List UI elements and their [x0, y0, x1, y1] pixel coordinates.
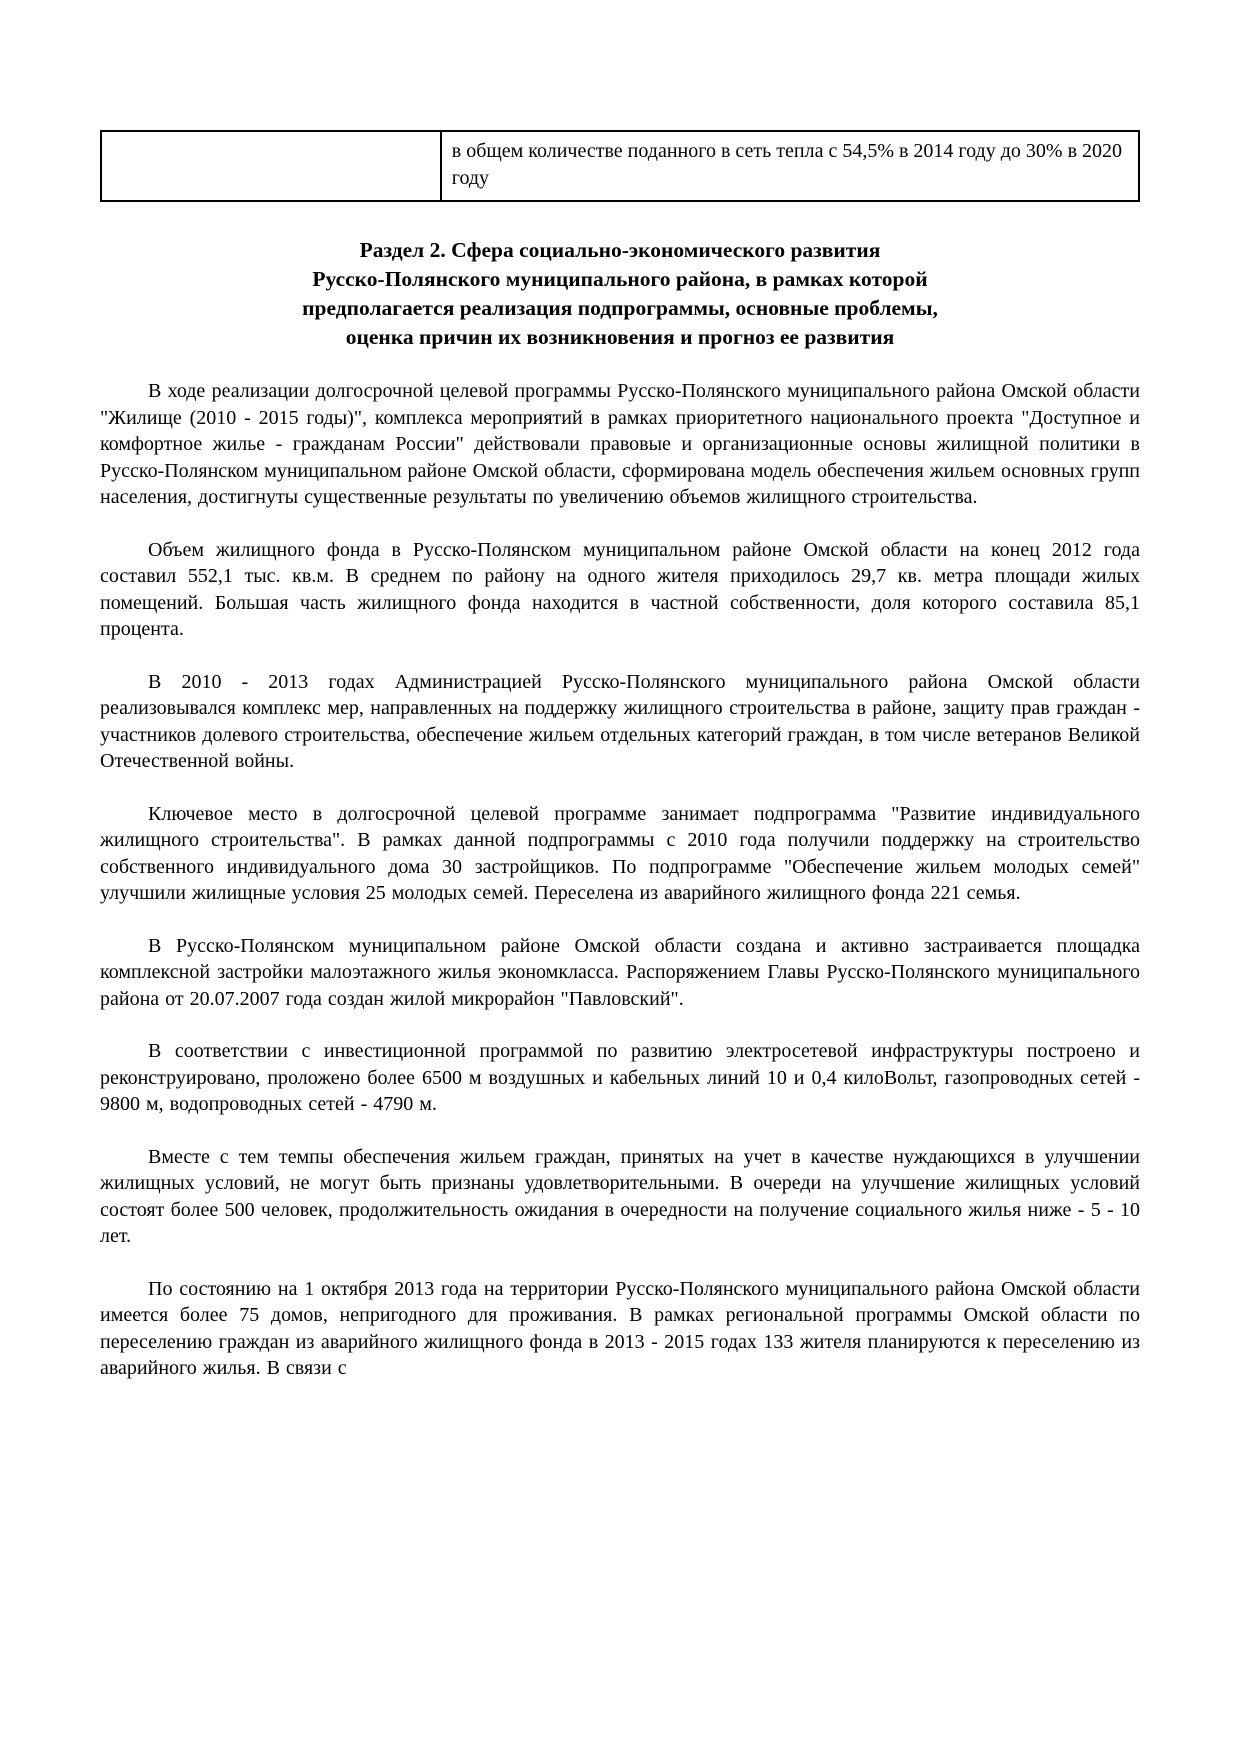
document-body: [100, 378, 1140, 1382]
paragraph: В Русско-Полянском муниципальном районе Омской области создана и активно застраивается площадка комплексной застройки малоэтажного жилья экономкласса. Распоряжением Главы Русско-Полянского муниципального района от 20.07.2007 года создан жилой микрорайон "Павловский".: [100, 934, 1140, 1010]
paragraph: В соответствии с инвестиционной программой по развитию электросетевой инфраструктуры построено и реконструировано, проложено более 6500 м воздушных и кабельных линий 10 и 0,4 килоВольт, газопроводных сетей - 9800 м, водопроводных сетей - 4790 м.: [100, 1040, 1140, 1115]
paragraph: В ходе реализации долгосрочной целевой программы Русско-Полянского муниципального района Омской области "Жилище (2010 - 2015 годы)", комплекса мероприятий в рамках приоритетного национального проекта "Доступное и комфортное жилье - гражданам России" действовали правовые и организационные основы жилищной политики в Русско-Полянском муниципальном районе Омской области, сформирована модель обеспечения жильем основных групп населения, достигнуты существенные результаты по увеличению объемов жилищного строительства.: [100, 380, 1140, 508]
heading-line-2: Русско-Полянского муниципального района, в рамках которой: [312, 267, 928, 291]
heading-line-4: оценка причин их возникновения и прогноз ее развития: [345, 325, 895, 349]
paragraph: Объем жилищного фонда в Русско-Полянском муниципальном районе Омской области на конец 2012 года составил 552,1 тыс. кв.м. В среднем по району на одного жителя приходилось 29,7 кв. метра площади жилых помещений. Большая часть жилищного фонда находится в частной собственности, доля которого составила 85,1 процента.: [100, 538, 1140, 640]
top-table-fragment: [100, 130, 1140, 202]
paragraph: В 2010 - 2013 годах Администрацией Русско-Полянского муниципального района Омской области реализовывался комплекс мер, направленных на поддержку жилищного строительства в районе, защиту прав граждан - участников долевого строительства, обеспечение жильем отдельных категорий граждан, в том числе ветеранов Великой Отечественной войны.: [100, 670, 1140, 772]
paragraph: Вместе с тем темпы обеспечения жильем граждан, принятых на учет в качестве нуждающихся в улучшении жилищных условий, не могут быть признаны удовлетворительными. В очереди на улучшение жилищных условий состоят более 500 человек, продолжительность ожидания в очередности на получение социального жилья ниже - 5 - 10 лет.: [100, 1145, 1140, 1247]
paragraph: Ключевое место в долгосрочной целевой программе занимает подпрограмма "Развитие индивидуального жилищного строительства". В рамках данной подпрограммы с 2010 года получили поддержку на строительство собственного индивидуального дома 30 застройщиков. По подпрограмме "Обеспечение жильем молодых семей" улучшили жилищные условия 25 молодых семей. Переселена из аварийного жилищного фонда 221 семья.: [100, 802, 1140, 904]
heading-line-1: Раздел 2. Сфера социально-экономического развития: [359, 238, 881, 262]
table-row: [101, 131, 1139, 201]
table-cell-left: [101, 131, 441, 201]
paragraph: По состоянию на 1 октября 2013 года на территории Русско-Полянского муниципального района Омской области имеется более 75 домов, непригодного для проживания. В рамках региональной программы Омской области по переселению граждан из аварийного жилищного фонда в 2013 - 2015 годах 133 жителя планируются к переселению из аварийного жилья. В связи с: [100, 1277, 1140, 1379]
section-heading: [100, 236, 1140, 352]
table-cell-right: в общем количестве поданного в сеть тепла с 54,5% в 2014 году до 30% в 2020 году: [441, 131, 1139, 201]
heading-line-3: предполагается реализация подпрограммы, основные проблемы,: [302, 296, 938, 320]
